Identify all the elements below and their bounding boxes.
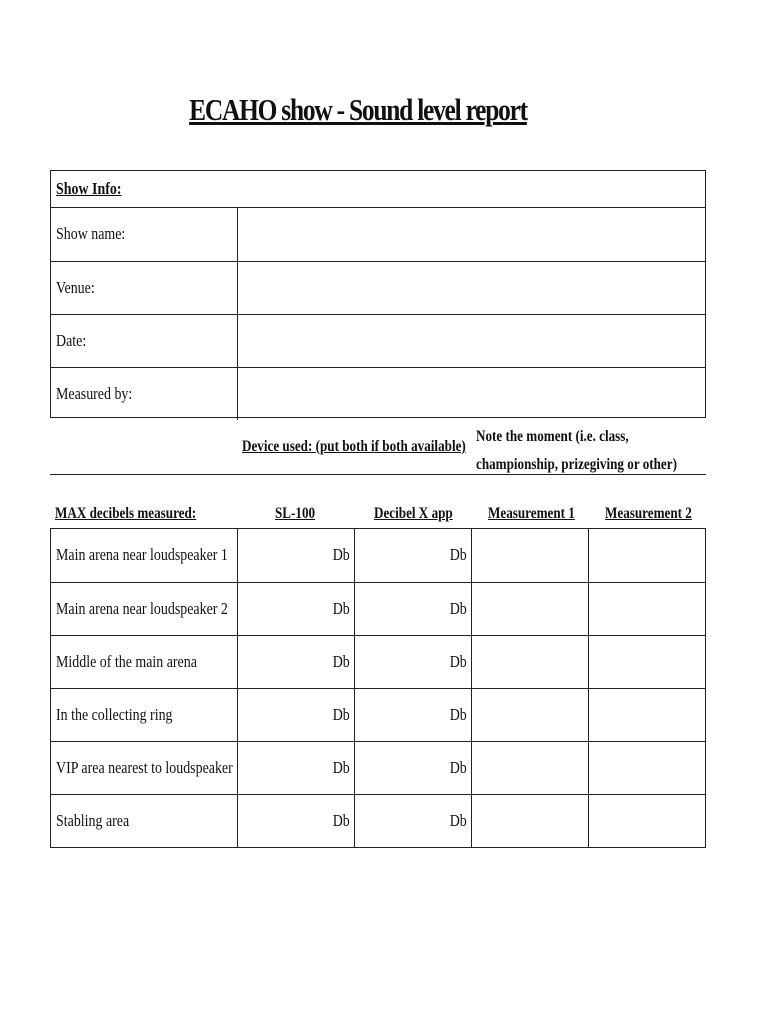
- measurement-1-header: Measurement 1: [488, 505, 575, 522]
- location-cell: [51, 689, 237, 741]
- table-row: [51, 794, 705, 847]
- measurement-2-cell[interactable]: [588, 529, 705, 582]
- decibel-x-cell[interactable]: [354, 689, 471, 741]
- location-label: Stabling area: [56, 811, 130, 830]
- table-row: [51, 688, 705, 741]
- measured-by-field[interactable]: [237, 368, 705, 420]
- show-name-row: [51, 208, 705, 261]
- unit-label: Db: [449, 545, 467, 564]
- date-label: Date:: [56, 331, 87, 350]
- note-moment-label: [476, 423, 721, 479]
- unit-label: Db: [332, 705, 350, 724]
- unit-label: Db: [449, 652, 467, 671]
- note-moment-line-2: championship, prizegiving or other): [476, 456, 677, 473]
- location-label: Main arena near loudspeaker 1: [56, 545, 228, 564]
- decibel-x-cell[interactable]: [354, 529, 471, 582]
- decibel-x-cell[interactable]: [354, 795, 471, 847]
- measurement-table: [50, 528, 706, 848]
- note-moment-line-1: Note the moment (i.e. class,: [476, 428, 629, 445]
- location-cell: [51, 742, 237, 794]
- date-row: [51, 314, 705, 367]
- venue-row: [51, 261, 705, 314]
- location-cell: [51, 636, 237, 688]
- measured-by-label: Measured by:: [56, 384, 133, 403]
- table-row: [51, 582, 705, 635]
- table-row: [51, 635, 705, 688]
- location-label: Middle of the main arena: [56, 652, 197, 671]
- unit-label: Db: [449, 705, 467, 724]
- show-info-table: [50, 170, 706, 418]
- unit-label: Db: [449, 758, 467, 777]
- sl100-cell[interactable]: [237, 689, 354, 741]
- venue-label: Venue:: [56, 278, 95, 297]
- show-name-label: Show name:: [56, 224, 126, 243]
- measurement-1-cell[interactable]: [471, 529, 588, 582]
- sl100-cell[interactable]: [237, 636, 354, 688]
- unit-label: Db: [332, 811, 350, 830]
- unit-label: Db: [332, 599, 350, 618]
- measurement-1-cell[interactable]: [471, 583, 588, 635]
- show-info-header-label: Show Info:: [56, 179, 122, 198]
- unit-label: Db: [449, 599, 467, 618]
- measurement-1-cell[interactable]: [471, 795, 588, 847]
- sl100-cell[interactable]: [237, 742, 354, 794]
- decibel-x-header: Decibel X app: [374, 505, 453, 522]
- location-cell: [51, 583, 237, 635]
- unit-label: Db: [449, 811, 467, 830]
- location-label: In the collecting ring: [56, 705, 173, 724]
- measurement-1-cell[interactable]: [471, 636, 588, 688]
- measurement-2-cell[interactable]: [588, 636, 705, 688]
- show-name-field[interactable]: [237, 208, 705, 261]
- measurement-2-cell[interactable]: [588, 795, 705, 847]
- device-used-label: Device used: (put both if both available): [242, 438, 466, 455]
- show-info-header: [51, 171, 705, 208]
- measurement-1-cell[interactable]: [471, 742, 588, 794]
- decibel-x-cell[interactable]: [354, 742, 471, 794]
- measured-by-row: [51, 367, 705, 420]
- measurement-2-cell[interactable]: [588, 689, 705, 741]
- measurement-2-cell[interactable]: [588, 583, 705, 635]
- location-label: Main arena near loudspeaker 2: [56, 599, 228, 618]
- unit-label: Db: [332, 758, 350, 777]
- unit-label: Db: [332, 545, 350, 564]
- location-label: VIP area nearest to loudspeaker: [56, 758, 233, 777]
- location-cell: [51, 795, 237, 847]
- location-cell: [51, 529, 237, 582]
- sl100-cell[interactable]: [237, 583, 354, 635]
- decibel-x-cell[interactable]: [354, 636, 471, 688]
- decibel-x-cell[interactable]: [354, 583, 471, 635]
- sl100-cell[interactable]: [237, 795, 354, 847]
- section-divider: [50, 474, 706, 475]
- unit-label: Db: [332, 652, 350, 671]
- sl100-header: SL-100: [275, 505, 316, 522]
- measurement-1-cell[interactable]: [471, 689, 588, 741]
- max-decibels-header: MAX decibels measured:: [55, 505, 197, 522]
- date-field[interactable]: [237, 315, 705, 367]
- table-row: [51, 529, 705, 582]
- sl100-cell[interactable]: [237, 529, 354, 582]
- table-row: [51, 741, 705, 794]
- measurement-2-header: Measurement 2: [605, 505, 692, 522]
- report-title: ECAHO show - Sound level report: [189, 92, 527, 127]
- measurement-2-cell[interactable]: [588, 742, 705, 794]
- venue-field[interactable]: [237, 262, 705, 314]
